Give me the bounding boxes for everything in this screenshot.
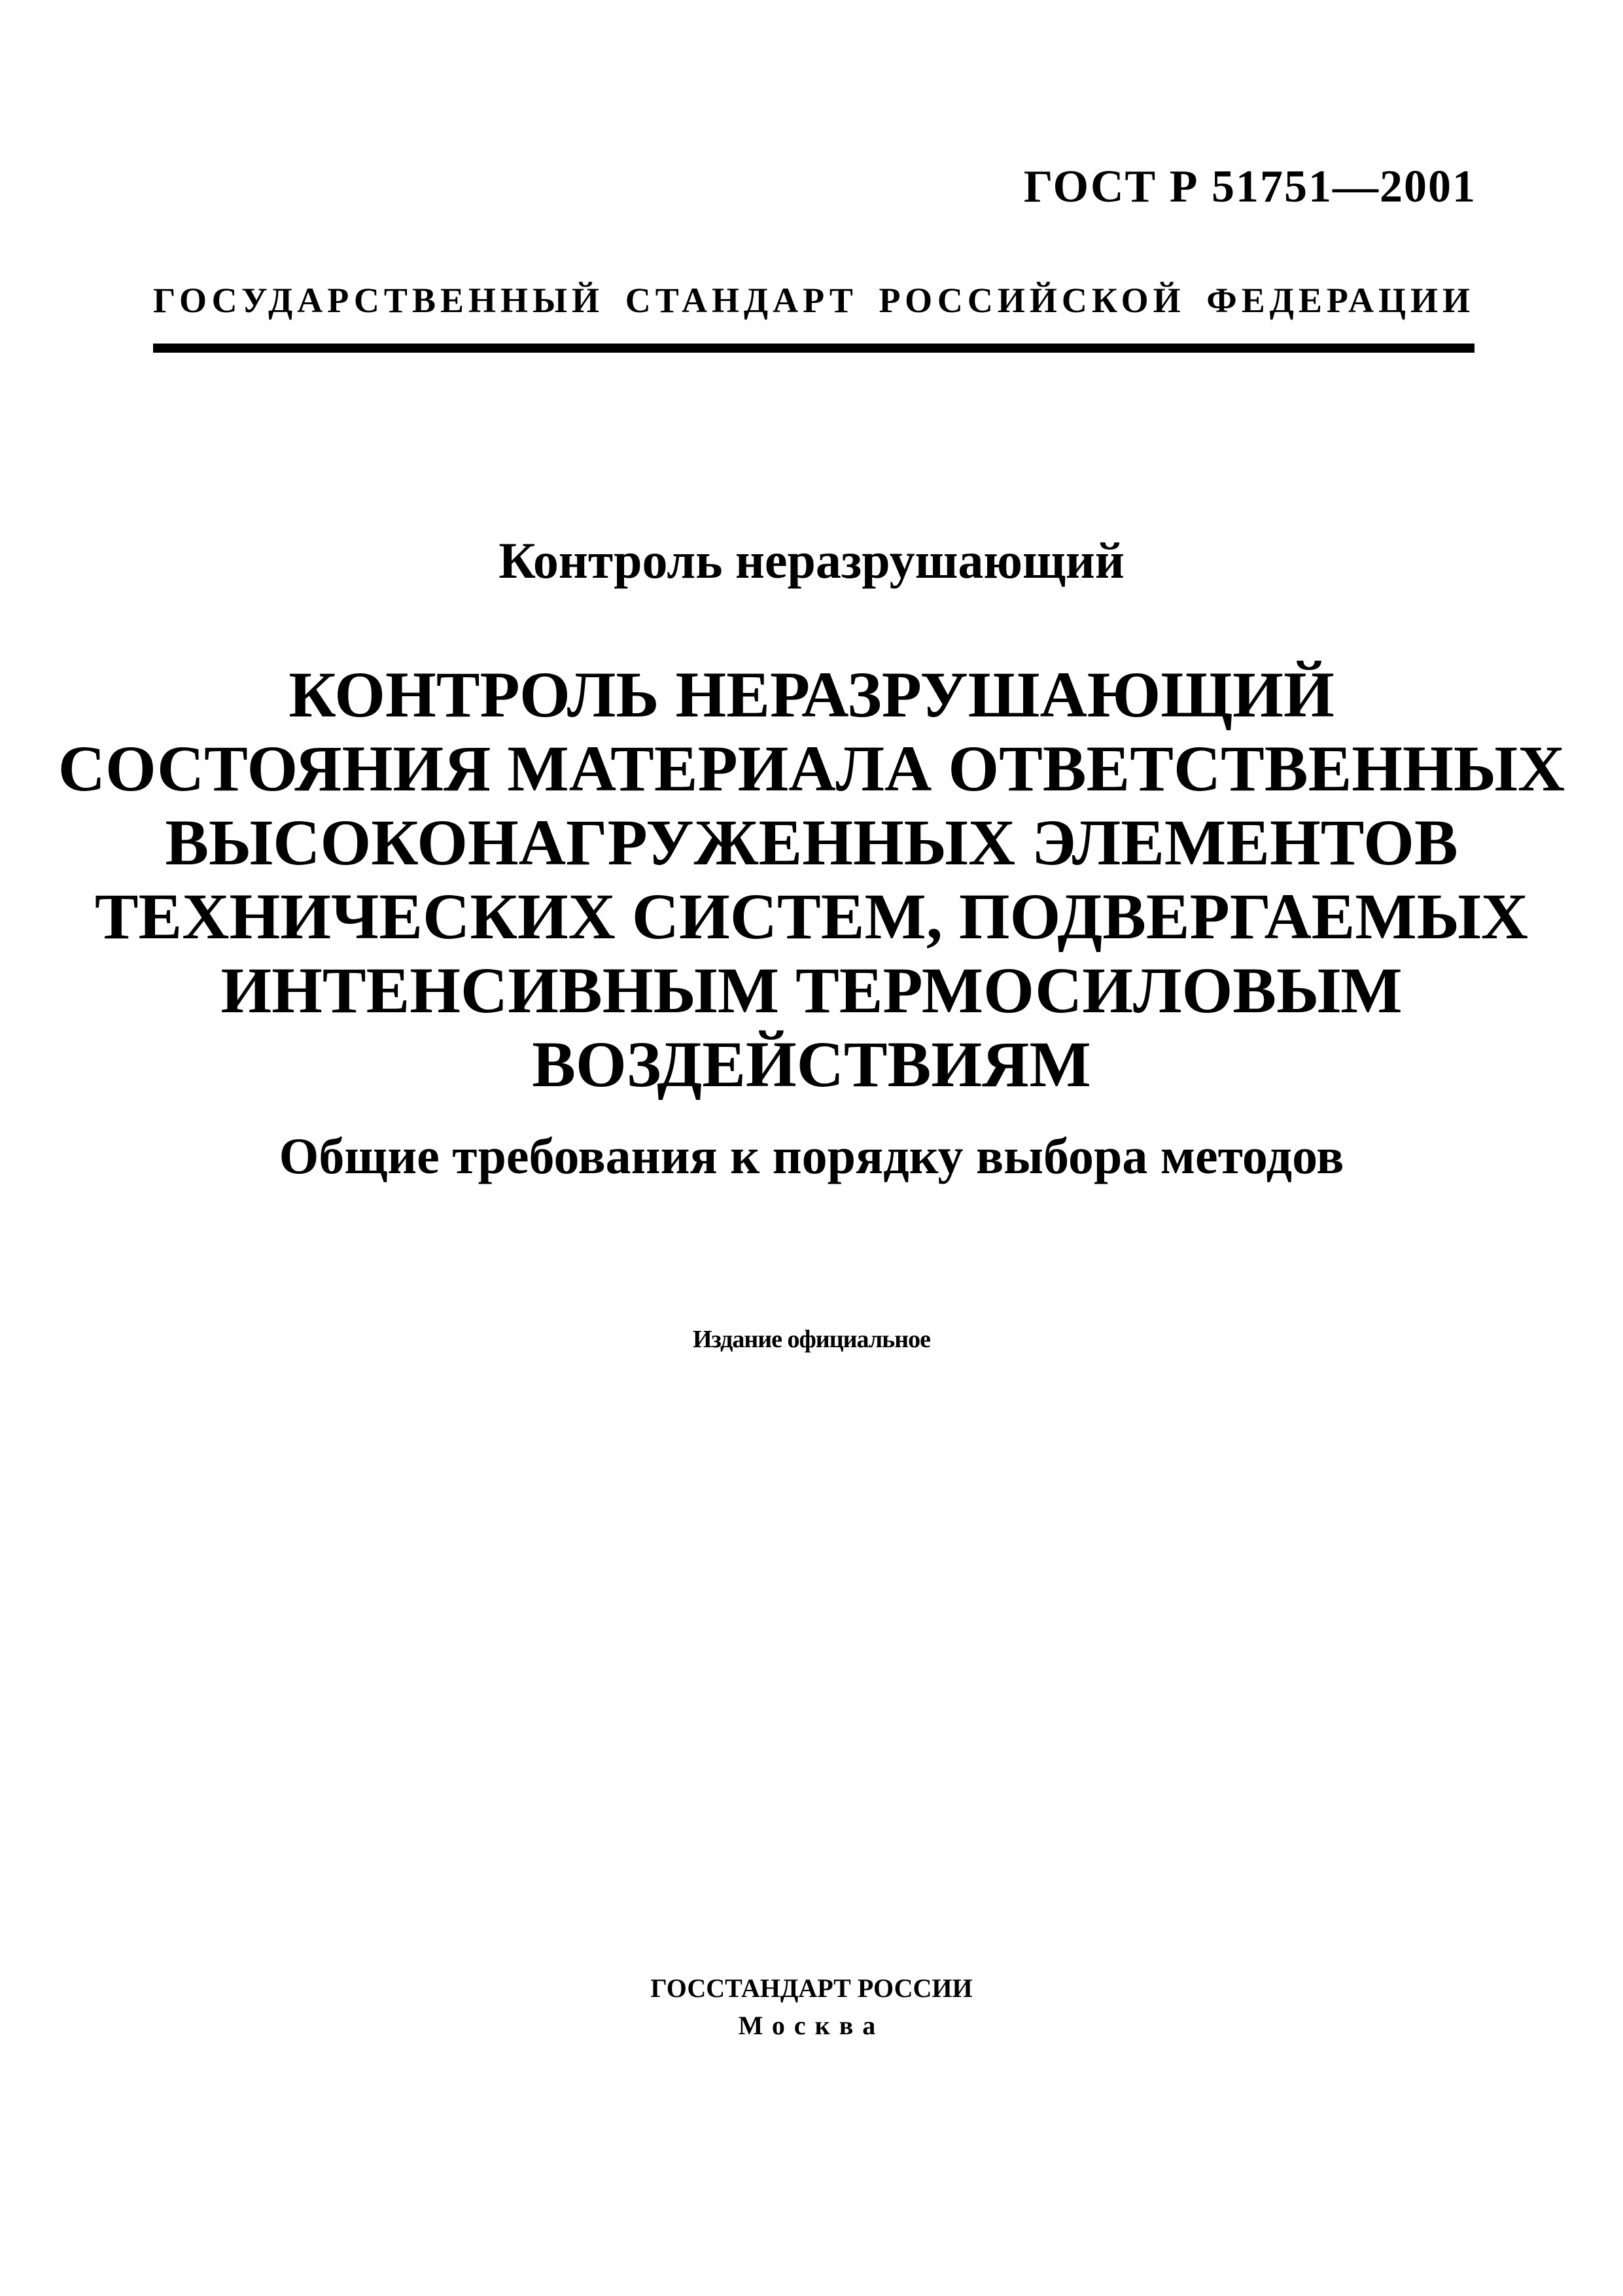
publisher-name: ГОССТАНДАРТ РОССИИ [650, 1973, 973, 2003]
main-title-line: ИНТЕНСИВНЫМ ТЕРМОСИЛОВЫМ [220, 954, 1403, 1027]
edition-label: Издание официальное [692, 1326, 930, 1353]
main-title-line: ВОЗДЕЙСТВИЯМ [532, 1028, 1091, 1101]
publisher-city: Москва [738, 2011, 885, 2040]
main-title-line: ТЕХНИЧЕСКИХ СИСТЕМ, ПОДВЕРГАЕМЫХ [94, 880, 1529, 953]
state-standard-heading: ГОСУДАРСТВЕННЫЙ СТАНДАРТ РОССИЙСКОЙ ФЕДЕРАЦИИ [153, 281, 1475, 320]
main-title-line: ВЫСОКОНАГРУЖЕННЫХ ЭЛЕМЕНТОВ [165, 806, 1458, 879]
subtitle: Общие требования к порядку выбора методов [279, 1127, 1344, 1184]
main-title-line: КОНТРОЛЬ НЕРАЗРУШАЮЩИЙ [288, 658, 1335, 731]
standard-number: ГОСТ Р 51751—2001 [1023, 162, 1476, 212]
header-divider [153, 344, 1475, 353]
main-title [0, 658, 1623, 1101]
subject-title: Контроль неразрушающий [498, 532, 1125, 589]
main-title-line: СОСТОЯНИЯ МАТЕРИАЛА ОТВЕТСТВЕННЫХ [58, 732, 1565, 805]
